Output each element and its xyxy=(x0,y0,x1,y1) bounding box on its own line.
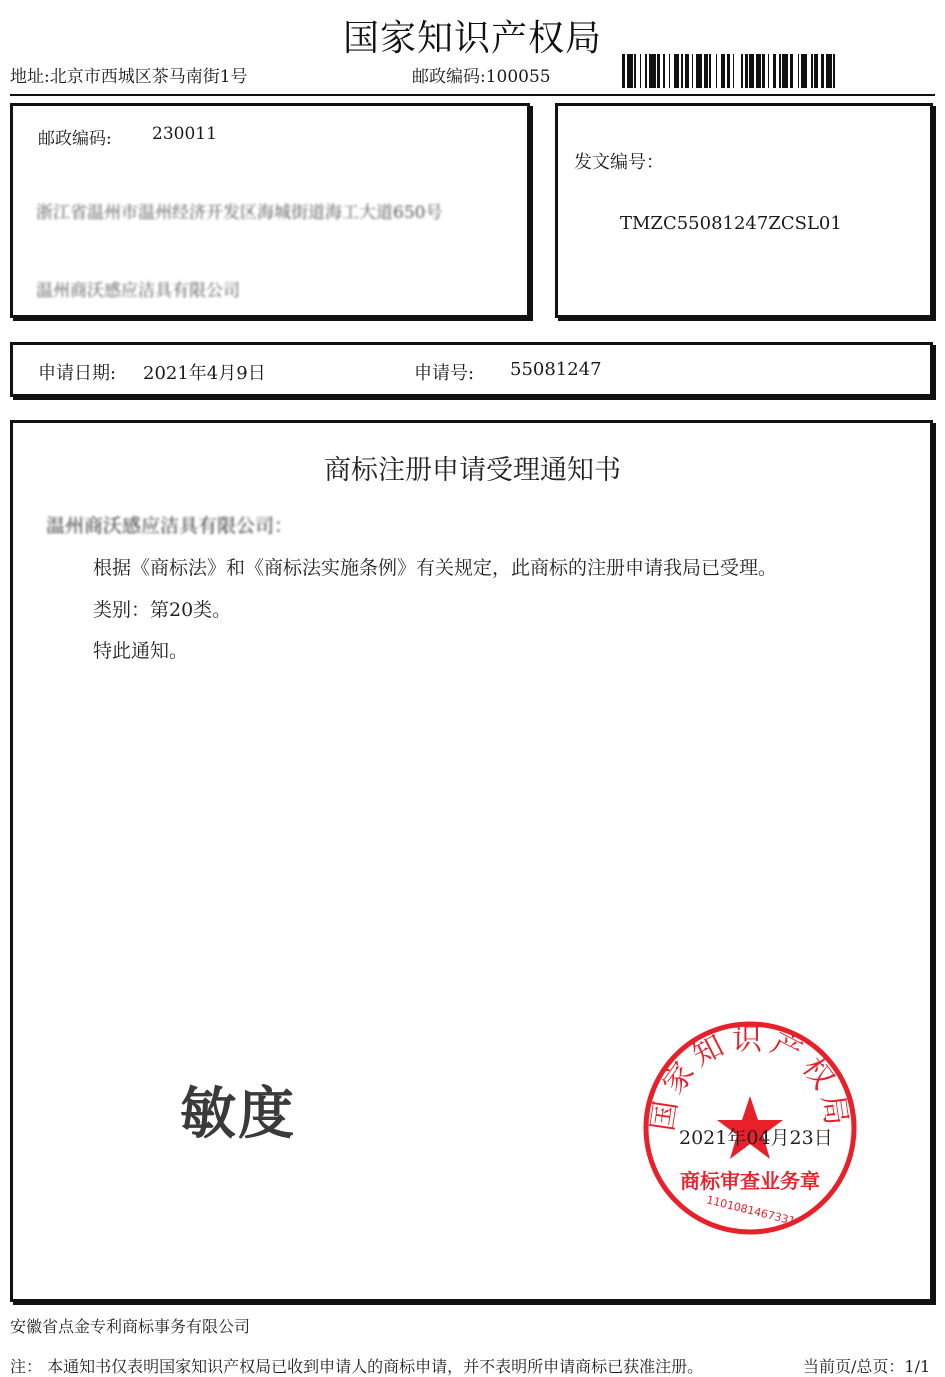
agency-address: 地址:北京市西城区茶马南街1号 xyxy=(10,67,248,87)
page-indicator: 当前页/总页：1/1 xyxy=(803,1357,931,1376)
notice-line-1: 根据《商标法》和《商标法实施条例》有关规定，此商标的注册申请我局已受理。 xyxy=(93,557,778,579)
application-date: 2021年4月9日 xyxy=(143,363,266,384)
recipient-address: 浙江省温州市温州经济开发区海城街道海工大道650号 xyxy=(36,203,443,223)
recipient-company: 温州商沃感应洁具有限公司 xyxy=(36,281,240,301)
seal-arc-text: 国家知识产权局 xyxy=(645,1022,855,1134)
recipient-postcode-label: 邮政编码: xyxy=(38,129,112,149)
agency-postcode: 邮政编码:100055 xyxy=(412,67,551,87)
notice-title: 商标注册申请受理通知书 xyxy=(324,455,621,486)
application-number: 55081247 xyxy=(510,359,602,380)
agent-name: 安徽省点金专利商标事务有限公司 xyxy=(10,1317,251,1336)
notice-line-2: 类别：第20类。 xyxy=(93,599,232,621)
notice-date: 2021年04月23日 xyxy=(679,1127,833,1149)
agency-title: 国家知识产权局 xyxy=(342,18,602,59)
notice-salutation: 温州商沃感应洁具有限公司： xyxy=(46,515,294,537)
document-number-box xyxy=(555,103,933,318)
application-date-label: 申请日期: xyxy=(38,363,117,384)
barcode-bar xyxy=(649,54,656,88)
notice-line-3: 特此通知。 xyxy=(93,640,189,662)
seal-serial: 1101081467331 xyxy=(705,1193,797,1228)
footer-note: 注： 本通知书仅表明国家知识产权局已收到申请人的商标申请，并不表明所申请商标已获准注册。 xyxy=(10,1357,704,1376)
barcode xyxy=(622,54,932,88)
application-number-label: 申请号: xyxy=(414,363,475,384)
header-divider xyxy=(10,94,935,96)
barcode-bar xyxy=(835,54,838,88)
signature: 敏度 xyxy=(180,1082,296,1147)
barcode-bar xyxy=(734,54,741,88)
document-number: TMZC55081247ZCSL01 xyxy=(620,213,842,234)
recipient-postcode: 230011 xyxy=(152,124,217,144)
barcode-bar xyxy=(801,54,808,88)
seal-inner-text: 商标审查业务章 xyxy=(680,1169,820,1193)
barcode-bar xyxy=(696,54,703,88)
document-number-label: 发文编号： xyxy=(574,152,664,173)
